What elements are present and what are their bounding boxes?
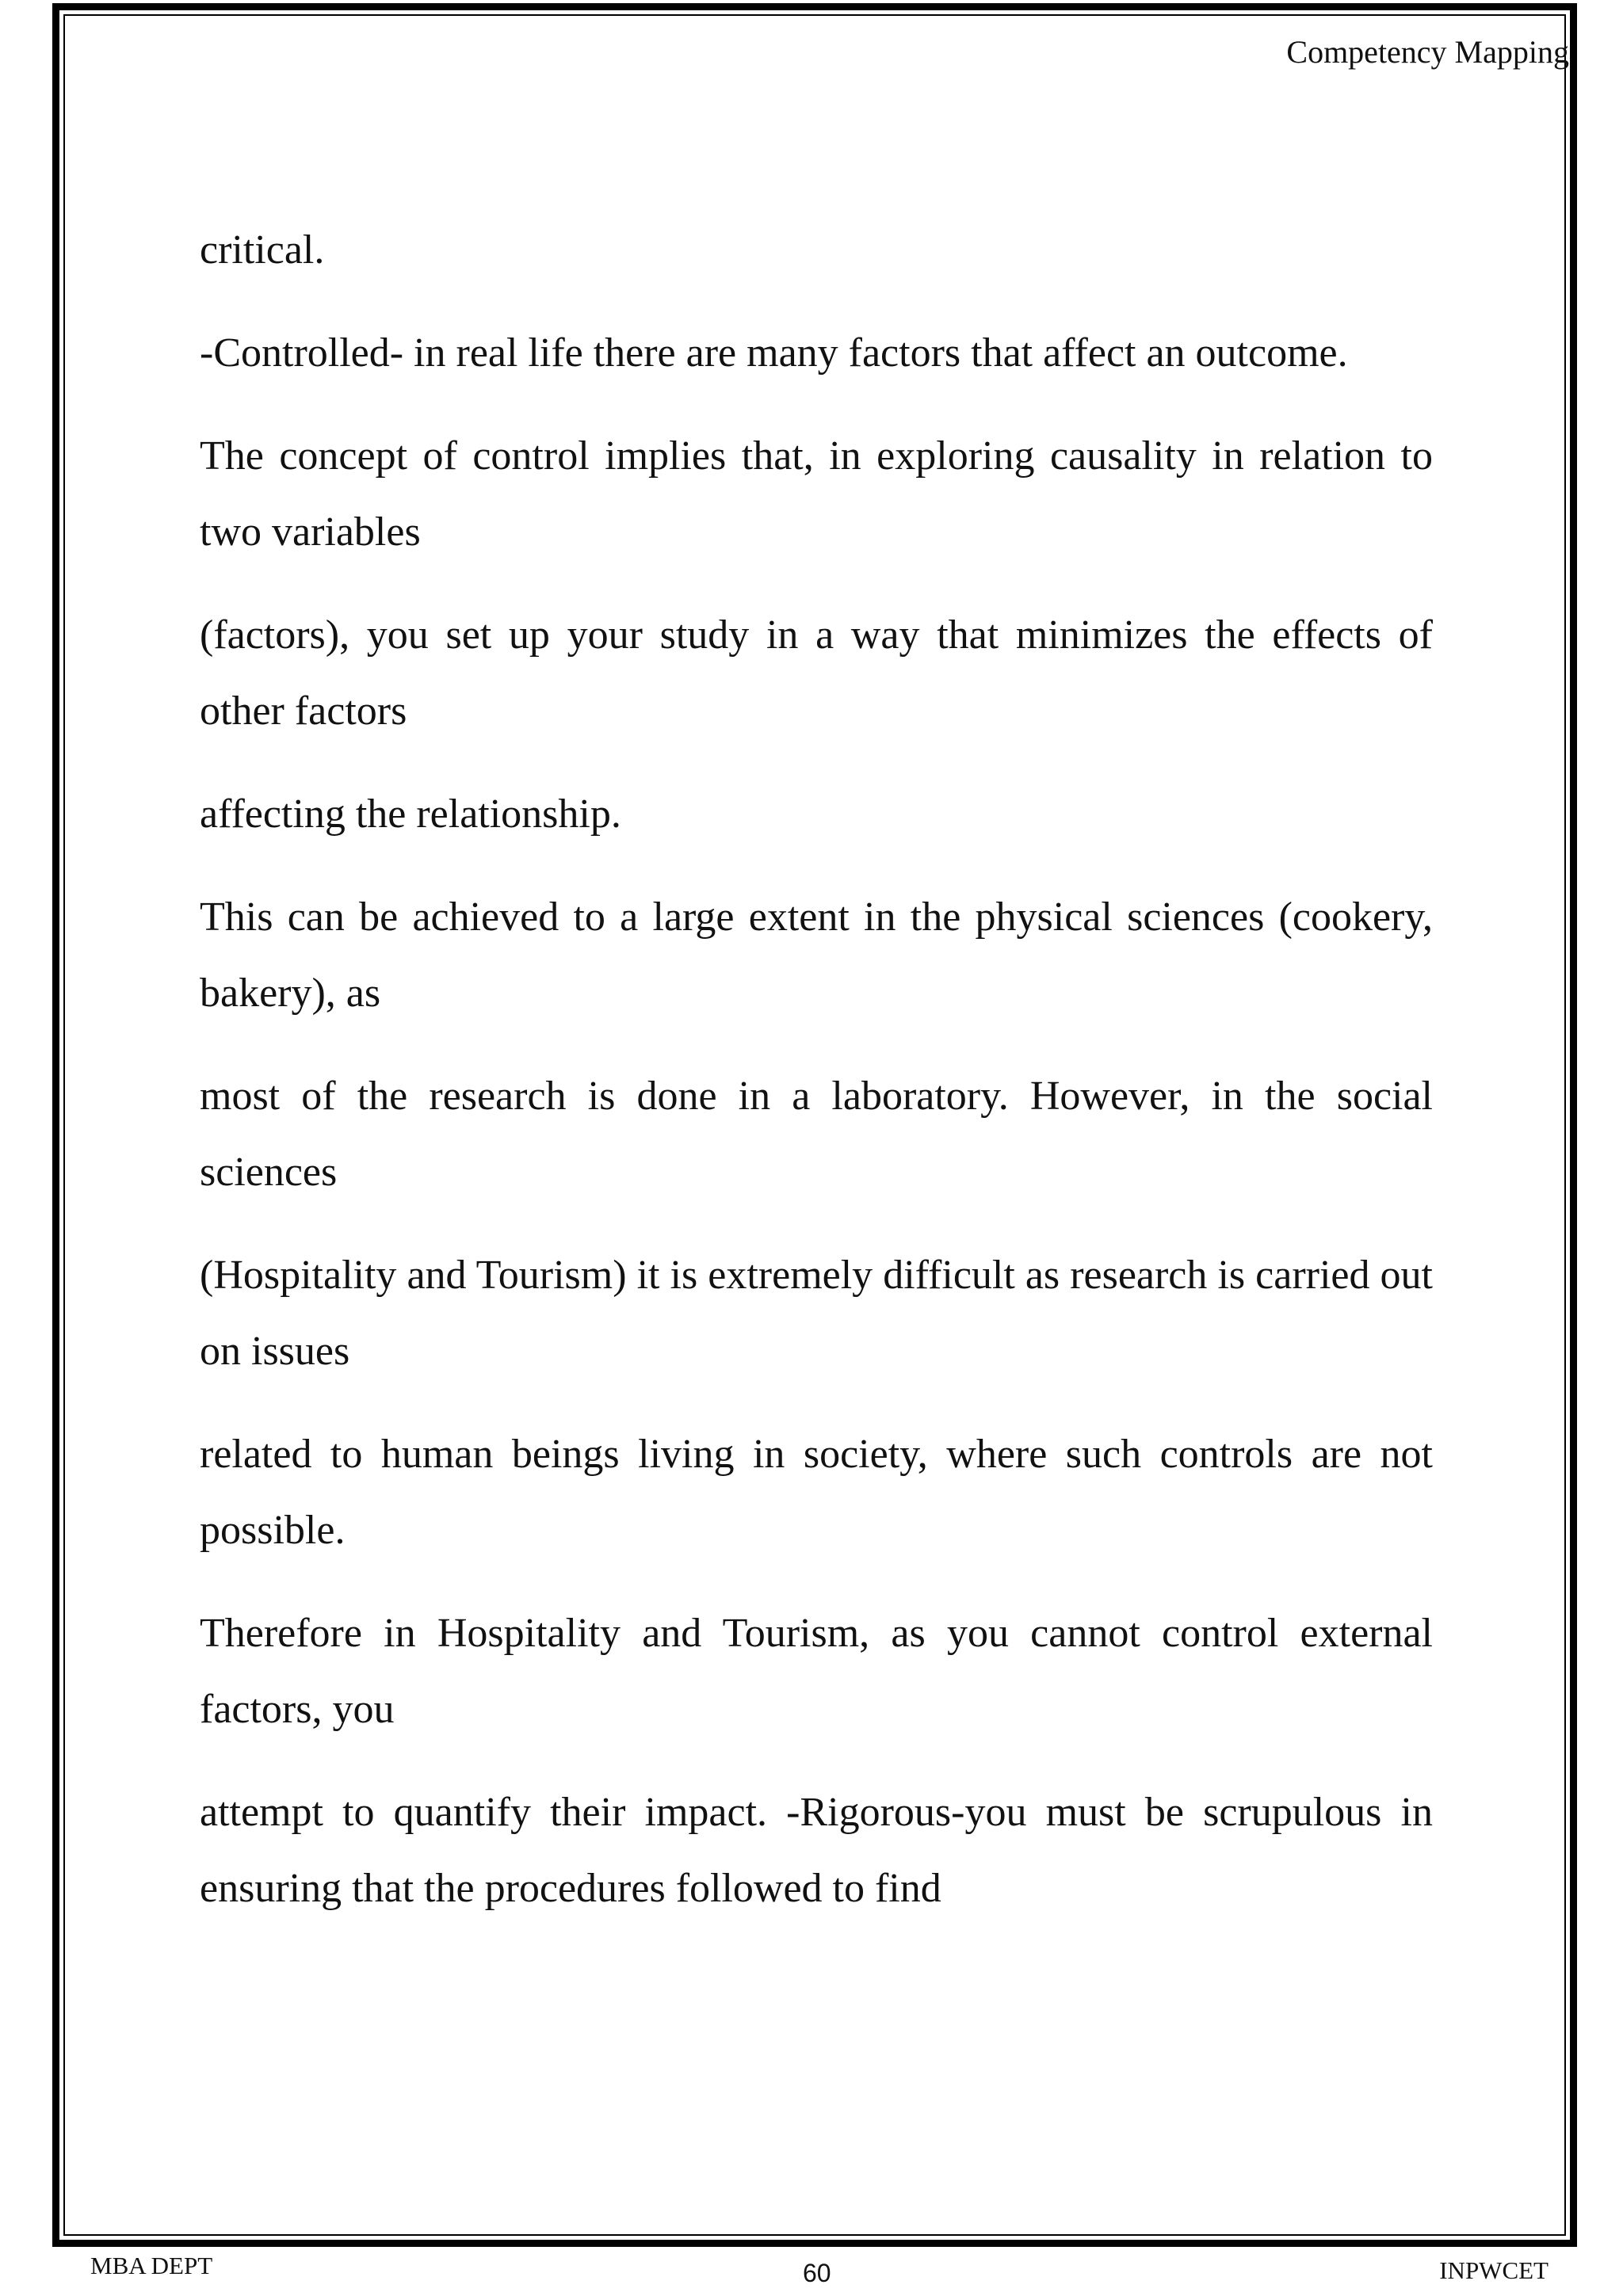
paragraph: attempt to quantify their impact. -Rigorous-you must be scrupulous in ensuring that the procedures followed to find xyxy=(200,1790,1433,1911)
paragraph: related to human beings living in society, where such controls are not possible. xyxy=(200,1432,1433,1553)
paragraph: This can be achieved to a large extent in the physical sciences (cookery, bakery), as xyxy=(200,894,1433,1016)
running-header-title: Competency Mapping xyxy=(1286,34,1569,70)
document-body xyxy=(200,212,1433,1954)
paragraph: most of the research is done in a laboratory. However, in the social sciences xyxy=(200,1074,1433,1195)
paragraph: -Controlled- in real life there are many factors that affect an outcome. xyxy=(200,330,1348,376)
paragraph: Therefore in Hospitality and Tourism, as you cannot control external factors, you xyxy=(200,1611,1433,1732)
paragraph: critical. xyxy=(200,227,325,273)
footer-department: MBA DEPT xyxy=(90,2252,213,2279)
footer-institution: INPWCET xyxy=(1439,2256,1549,2284)
paragraph: (factors), you set up your study in a way that minimizes the effects of other factors xyxy=(200,612,1433,734)
page-number: 60 xyxy=(803,2259,831,2287)
paragraph: affecting the relationship. xyxy=(200,791,621,837)
paragraph: (Hospitality and Tourism) it is extremely difficult as research is carried out on issues xyxy=(200,1253,1433,1374)
paragraph: The concept of control implies that, in exploring causality in relation to two variables xyxy=(200,433,1433,555)
